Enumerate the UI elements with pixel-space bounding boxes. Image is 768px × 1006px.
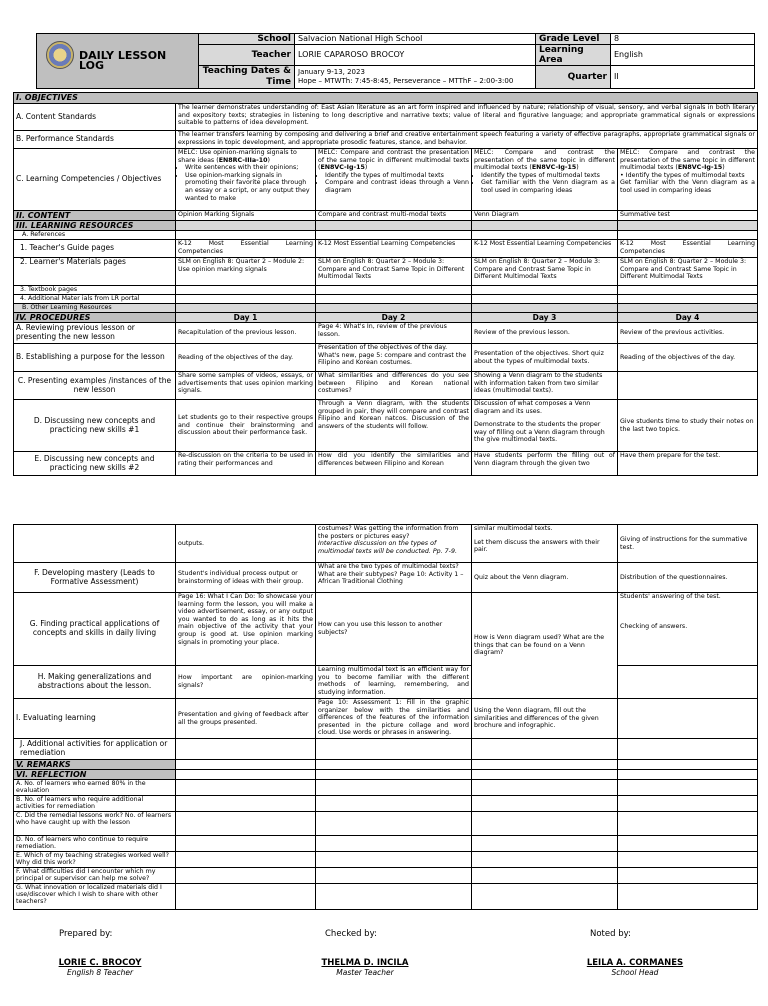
competency-day3-close: ) [576, 164, 579, 172]
proc-d-day3-text1: Discussion of what composes a Venn diagram and its uses. [474, 400, 591, 415]
day4-header: Day 4 [618, 313, 758, 323]
proc-e-day3-cont-text1: similar multimodal texts. [474, 525, 553, 532]
prepared-name: LORIE C. BROCOY [58, 958, 142, 968]
signature-noted [570, 958, 700, 977]
objectives-heading: I. OBJECTIVES [14, 93, 758, 104]
checked-by-label: Checked by: [325, 929, 377, 939]
proc-c-day3: Showing a Venn diagram to the students with information taken from two similar ideas (multimodal texts). [472, 372, 618, 400]
doc-title: DAILY LESSON LOG [79, 49, 167, 72]
reflection-e: E. Which of my teaching strategies worked well? Why did this work? [14, 852, 176, 868]
teachers-guide-day2: K-12 Most Essential Learning Competencies [316, 240, 472, 258]
competency-day4-line2: Get familiar with the Venn diagram as a tool used in comparing ideas [620, 179, 755, 194]
proc-f-day3: Quiz about the Venn diagram. [472, 563, 618, 593]
competency-day4-code: EN8VC-Ig-15 [677, 164, 723, 172]
proc-e-day1: Re-discussion on the criteria to be used in rating their performances and [176, 452, 316, 476]
competency-day3-code: EN8VC-Ig-15 [531, 164, 577, 172]
proc-i-label: I. Evaluating learning [14, 699, 176, 739]
reflection-b: B. No. of learners who require additional activities for remediation [14, 796, 176, 812]
proc-e-day2: How did you identify the similarities and differences between Filipino and Korean [316, 452, 472, 476]
content-heading: II. CONTENT [14, 211, 176, 221]
proc-e-day3-cont-text2: Let them discuss the answers with their pair. [474, 538, 600, 554]
content-day1: Opinion Marking Signals [176, 211, 316, 221]
teacher-value: LORIE CAPAROSO BROCOY [295, 45, 536, 66]
quarter-label: Quarter [536, 66, 611, 89]
proc-e-day2-cont-text1: costumes? Was getting the information from the posters or pictures easy? [318, 525, 459, 540]
learners-materials-day4: SLM on English 8: Quarter 2 – Module 3: Compare and Contrast Same Topic in Different Multimodal Texts [618, 258, 758, 286]
proc-f-day1: Student's individual process output or brainstorming of ideas with their group. [176, 563, 316, 593]
learners-materials-day3: SLM on English 8: Quarter 2 – Module 3: Compare and Contrast Same Topic in Different Multimodal Texts [472, 258, 618, 286]
grade-label: Grade Level [536, 34, 611, 45]
competency-day2-code: EN8VC-Ig-15 [320, 164, 365, 172]
doc-title-cell [37, 34, 199, 89]
reflection-d: D. No. of learners who continue to require remediation. [14, 836, 176, 852]
learners-materials-label: 2. Learner's Materials pages [14, 258, 176, 286]
competency-day3-bullets [474, 172, 615, 195]
textbook-label: 3. Textbook pages [14, 286, 176, 295]
competency-day4-line1: • Identify the types of multimodal texts [620, 171, 745, 179]
list-item: • Use opinion-marking signals in promoting their favorite place through an essay or a script, or any output they wanted to make [185, 172, 313, 202]
dates-line2: Hope – MTWTh: 7:45-8:45, Perseverance – MTThF – 2:00-3:00 [298, 77, 514, 85]
content-day3: Venn Diagram [472, 211, 618, 221]
dates-label-line2: Time [266, 77, 291, 87]
proc-f-day2: What are the two types of multimodal texts? What are their subtypes? Page 10: Activity 1 – African Traditional Clothing [316, 563, 472, 593]
competency-day4-line1-text: Identify the types of multimodal texts [625, 171, 745, 179]
additional-materials-label: 4. Additional Mater ials from LR portal [14, 295, 176, 304]
proc-b-day2: Presentation of the objectives of the day. What's new, page 5: compare and contrast the Filipino and Korean costumes. [316, 344, 472, 372]
proc-a-day1: Recapitulation of the previous lesson. [176, 323, 316, 344]
list-item: • Identify the types of multimodal texts [325, 172, 469, 180]
reflection-a: A. No. of learners who earned 80% in the evaluation [14, 780, 176, 796]
reflection-c: C. Did the remedial lessons work? No. of learners who have caught up with the lesson [14, 812, 176, 836]
day1-header: Day 1 [176, 313, 316, 323]
other-resources-label: B. Other Learning Resources [14, 304, 176, 313]
prepared-by-label: Prepared by: [59, 929, 113, 939]
learning-resources-heading: III. LEARNING RESOURCES [14, 221, 176, 231]
proc-e-day2-cont-text2: Interactive discussion on the types of multimodal texts will be conducted. Pp. 7-9. [318, 540, 457, 555]
proc-h-day2: Learning multimodal text is an efficient way for you to become familiar with the different methods of learning, remembering, and studying information. [316, 666, 472, 699]
proc-i-day1: Presentation and giving of feedback after all the groups presented. [176, 699, 316, 739]
competency-day4-text: MELC: Compare and contrast the presentation of the same topic in different multimodal texts ( [620, 149, 755, 172]
proc-c-label: C. Presenting examples /instances of the new lesson [14, 372, 176, 400]
list-item: • Identify the types of multimodal texts [481, 172, 615, 180]
proc-d-day2: Through a Venn diagram, with the students grouped in pair, they will compare and contrast Filipino and Korean natcos. Discussion of the answers of the students will follow. [316, 400, 472, 452]
competency-day1 [176, 149, 316, 211]
prepared-role: English 8 Teacher [66, 968, 134, 977]
grade-value: 8 [611, 34, 755, 45]
noted-by-label: Noted by: [590, 929, 631, 939]
proc-g-label: G. Finding practical applications of concepts and skills in daily living [14, 593, 176, 666]
reflection-f: F. What difficulties did I encounter which my principal or supervisor can help me solve? [14, 868, 176, 884]
proc-i-day2: Page 10: Assessment 1: Fill in the graphic organizer below with the similarities and differences of the features of the information presented in the picture collage and word cloud. Use words or phrases in answering. [316, 699, 472, 739]
proc-b-day3: Presentation of the objectives. Short quiz about the types of multimodal texts. [472, 344, 618, 372]
competency-day1-code: EN8RC-IIIa-10 [218, 156, 268, 164]
references-label: A. References [14, 231, 176, 240]
proc-f-label: F. Developing mastery (Leads to Formative Assessment) [14, 563, 176, 593]
competency-day2-text: MELC: Compare and contrast the presentation of the same topic in different multimodal texts ( [318, 149, 469, 172]
proc-b-day1: Reading of the objectives of the day. [176, 344, 316, 372]
proc-a-day2: Page 4: What's In, review of the previous lesson. [316, 323, 472, 344]
day2-header: Day 2 [316, 313, 472, 323]
list-item: • Get familiar with the Venn diagram as a tool used in comparing ideas [481, 179, 615, 194]
proc-f-day4: Distribution of the questionnaires. [618, 563, 758, 593]
proc-g-day4 [618, 593, 758, 666]
proc-d-day3-text2: Demonstrate to the students the proper way of filling out a Venn diagram through the give multimodal texts. [474, 421, 605, 444]
competency-day3 [472, 149, 618, 211]
proc-e-day3-cont [472, 525, 618, 563]
proc-e-day3: Have students perform the filling out of Venn diagram through the given two [472, 452, 618, 476]
content-day2: Compare and contrast multi-modal texts [316, 211, 472, 221]
proc-j-label: J. Additional activities for application or remediation [14, 739, 176, 760]
school-label: School [199, 34, 295, 45]
competency-day2-close: ) [364, 164, 368, 172]
reflection-heading: VI. REFLECTION [14, 770, 176, 780]
proc-b-day4: Reading of the objectives of the day. [618, 344, 758, 372]
competency-day3-text: MELC: Compare and contrast the presentation of the same topic in different multimodal texts ( [474, 149, 615, 172]
competency-day2-bullets [318, 172, 469, 195]
remarks-heading: V. REMARKS [14, 760, 176, 770]
list-item: • Write sentences with their opinions; [185, 164, 313, 172]
proc-a-label: A. Reviewing previous lesson or presenting the new lesson [14, 323, 176, 344]
checked-role: Master Teacher [336, 968, 394, 977]
proc-d-label: D. Discussing new concepts and practicing new skills #1 [14, 400, 176, 452]
dates-label [199, 66, 295, 89]
dates-value [295, 66, 536, 89]
proc-c-day2: What similarities and differences do you see between Filipino and Korean national costumes? [316, 372, 472, 400]
teachers-guide-day4: K-12 Most Essential Learning Competencies [618, 240, 758, 258]
proc-g-day1: Page 16: What I Can Do: To showcase your learning form the lesson, you will make a video advertisement, essay, or any output you wanted to do as long as it hits the main objective of the activity that your group is good at. Use opinion marking signals in promoting your place. [176, 593, 316, 666]
proc-e-day4-cont: Giving of instructions for the summative test. [618, 525, 758, 563]
competency-day1-close: ) [267, 156, 270, 164]
teachers-guide-label: 1. Teacher's Guide pages [14, 240, 176, 258]
performance-standards-label: B. Performance Standards [14, 131, 176, 149]
proc-g-day4-text1: Students' answering of the test. [620, 593, 721, 600]
proc-d-day1: Let students go to their respective groups and continue their brainstorming and discussion about their performance task. [176, 400, 316, 452]
performance-standards-text: The learner transfers learning by composing and delivering a brief and creative entertainment speech featuring a variety of effective paragraphs, appropriate grammatical signals or expressions in topic development, and appropriate prosodic features, stance, and behavior. [176, 131, 758, 149]
learners-materials-day1: SLM on English 8: Quarter 2 – Module 2: Use opinion marking signals [176, 258, 316, 286]
teachers-guide-day3: K-12 Most Essential Learning Competencies [472, 240, 618, 258]
dates-label-line1: Teaching Dates & [202, 66, 291, 76]
competency-day4 [618, 149, 758, 211]
list-item: • Compare and contrast ideas through a Venn diagram [325, 179, 469, 194]
header-table [36, 33, 755, 89]
proc-d-day3 [472, 400, 618, 452]
proc-d-day4: Give students time to study their notes on the last two topics. [618, 400, 758, 452]
competency-day1-text: MELC: Use opinion-marking signals to share ideas ( [178, 149, 297, 164]
signature-checked [305, 958, 425, 977]
proc-g-day3: How is Venn diagram used? What are the things that can be found on a Venn diagram? [472, 593, 618, 699]
proc-g-day2: How can you use this lesson to another subjects? [316, 593, 472, 666]
competency-day4-close: ) [722, 164, 725, 172]
area-value: English [611, 45, 755, 66]
school-value: Salvacion National High School [295, 34, 536, 45]
noted-name: LEILA A. CORMANES [586, 958, 684, 968]
proc-c-day1: Share some samples of videos, essays, or advertisements that uses opinion marking signals. [176, 372, 316, 400]
procedures-heading: IV. PROCEDURES [14, 313, 176, 323]
content-standards-label: A. Content Standards [14, 104, 176, 131]
teacher-label: Teacher [199, 45, 295, 66]
proc-i-day3: Using the Venn diagram, fill out the similarities and differences of the given brochure and infographic. [472, 699, 618, 739]
noted-role: School Head [611, 968, 659, 977]
area-label: Learning Area [536, 45, 611, 66]
proc-e-label: E. Discussing new concepts and practicing new skills #2 [14, 452, 176, 476]
learners-materials-day2: SLM on English 8: Quarter 2 – Module 3: Compare and Contrast Same Topic in Different Multimodal Texts [316, 258, 472, 286]
proc-a-day4: Review of the previous activities. [618, 323, 758, 344]
content-day4: Summative test [618, 211, 758, 221]
competency-day1-bullets [178, 164, 313, 202]
deped-seal-icon [46, 41, 74, 69]
quarter-value: II [611, 66, 755, 89]
dates-line1: January 9-13, 2023 [298, 68, 365, 76]
competencies-label: C. Learning Competencies / Objectives [14, 149, 176, 211]
lesson-table-page1 [13, 92, 758, 476]
proc-e-day4: Have them prepare for the test. [618, 452, 758, 476]
proc-e-day2-cont [316, 525, 472, 563]
signature-prepared [40, 958, 160, 977]
content-standards-text: The learner demonstrates understanding of: East Asian literature as an art form inspired and influenced by nature; relationship of visual, sensory, and verbal signals in both literary and expository texts; strategies in listening to long descriptive and narrative texts; value of literal and figurative language; and appropriate grammatical signals or expressions suitable to patterns of idea development. [176, 104, 758, 131]
proc-e-day1-cont: outputs. [176, 525, 316, 563]
teachers-guide-day1: K-12 Most Essential Learning Competencies [176, 240, 316, 258]
checked-name: THELMA D. INCILA [321, 958, 409, 968]
proc-h-label: H. Making generalizations and abstractions about the lesson. [14, 666, 176, 699]
competency-day2 [316, 149, 472, 211]
proc-g-day4-text2: Checking of answers. [620, 622, 688, 630]
lesson-table-page2 [13, 524, 758, 910]
day3-header: Day 3 [472, 313, 618, 323]
proc-b-label: B. Establishing a purpose for the lesson [14, 344, 176, 372]
proc-h-day1: How important are opinion-marking signals? [176, 666, 316, 699]
proc-a-day3: Review of the previous lesson. [472, 323, 618, 344]
reflection-g: G. What innovation or localized materials did I use/discover which I wish to share with other teachers? [14, 884, 176, 910]
